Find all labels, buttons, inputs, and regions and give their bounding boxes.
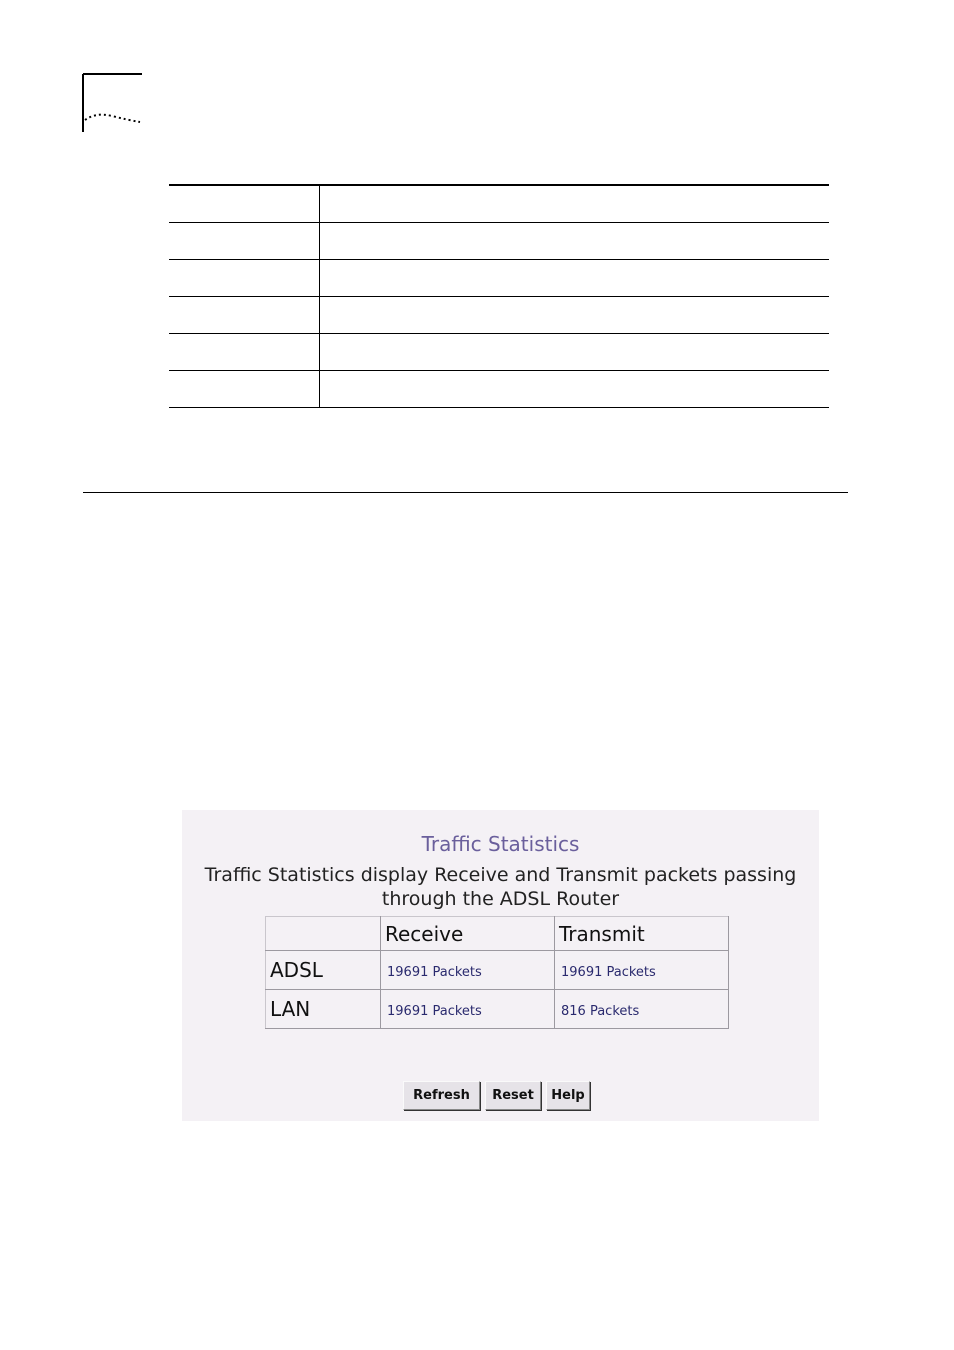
- row-label-lan: LAN: [270, 997, 311, 1021]
- panel-title: Traffic Statistics: [421, 832, 580, 856]
- page-corner-mark: [82, 72, 142, 134]
- table-cell: [169, 223, 320, 260]
- lan-transmit-value: 816 Packets: [561, 1003, 640, 1019]
- table-row-adsl: [266, 951, 729, 990]
- table-cell: [169, 260, 320, 297]
- table-cell: [320, 260, 830, 297]
- table-cell: [169, 371, 320, 408]
- receive-cell: [381, 990, 555, 1029]
- table-row: [169, 371, 829, 408]
- panel-description: Traffic Statistics display Receive and Transmit packets passing through the ADSL Router: [204, 864, 797, 910]
- button-bar: [403, 1081, 590, 1110]
- reset-button[interactable]: Reset: [485, 1081, 541, 1110]
- header-transmit-label: Transmit: [559, 921, 645, 946]
- row-label-cell: [266, 990, 381, 1029]
- transmit-cell: [555, 951, 729, 990]
- lan-receive-value: 19691 Packets: [387, 1003, 482, 1019]
- table-row: [169, 260, 829, 297]
- refresh-button[interactable]: Refresh: [403, 1081, 480, 1110]
- table-row: [169, 297, 829, 334]
- header-cell-empty: [266, 917, 381, 951]
- traffic-statistics-table: [265, 916, 729, 1029]
- traffic-statistics-panel: [182, 810, 819, 1121]
- table-cell: [320, 297, 830, 334]
- table-cell: [169, 297, 320, 334]
- ruled-table: [169, 184, 829, 408]
- transmit-cell: [555, 990, 729, 1029]
- section-divider: [83, 492, 848, 493]
- table-cell: [320, 371, 830, 408]
- table-cell: [169, 185, 320, 223]
- receive-cell: [381, 951, 555, 990]
- table-cell: [320, 185, 830, 223]
- header-cell-transmit: [555, 917, 729, 951]
- table-cell: [169, 334, 320, 371]
- adsl-transmit-value: 19691 Packets: [561, 964, 656, 980]
- row-label-cell: [266, 951, 381, 990]
- table-header-row: [266, 917, 729, 951]
- adsl-receive-value: 19691 Packets: [387, 964, 482, 980]
- row-label-adsl: ADSL: [270, 958, 323, 982]
- table-row: [169, 334, 829, 371]
- header-cell-receive: [381, 917, 555, 951]
- table-row: [169, 223, 829, 260]
- table-row: [169, 185, 829, 223]
- table-cell: [320, 223, 830, 260]
- header-receive-label: Receive: [385, 921, 464, 946]
- help-button[interactable]: Help: [546, 1081, 590, 1110]
- table-cell: [320, 334, 830, 371]
- table-row-lan: [266, 990, 729, 1029]
